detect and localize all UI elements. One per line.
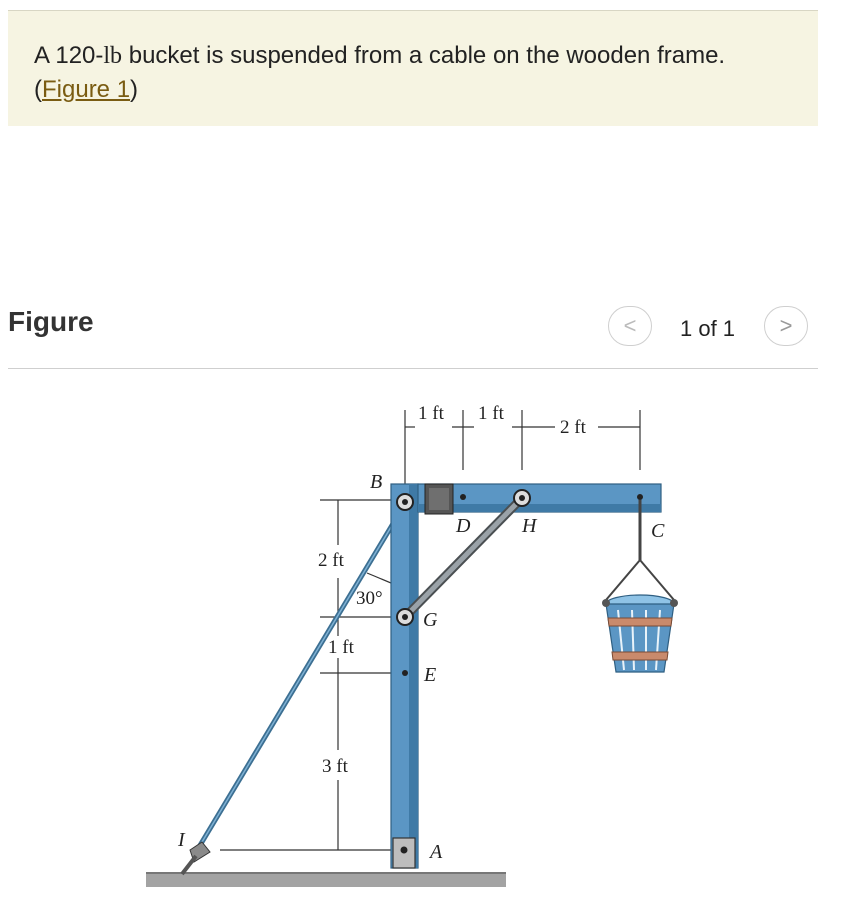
label-b: B	[370, 471, 383, 493]
figure-title: Figure	[8, 306, 94, 337]
problem-statement	[8, 10, 818, 126]
figure-link-close: )	[130, 76, 139, 103]
dim-left-2ft: 2 ft	[318, 550, 344, 571]
chevron-left-icon: <	[623, 313, 637, 338]
figure-1-link[interactable]: Figure 1	[42, 76, 131, 103]
angle-label: 30°	[356, 588, 383, 609]
point-d	[460, 494, 466, 500]
chevron-right-icon: >	[779, 313, 793, 338]
label-h: H	[522, 515, 537, 537]
label-e: E	[424, 664, 437, 686]
dim-top-1ft-b: 1 ft	[478, 403, 504, 424]
dim-left-1ft: 1 ft	[328, 637, 354, 658]
frame-diagram	[0, 380, 842, 900]
figure-header	[8, 300, 818, 369]
label-d: D	[456, 515, 471, 537]
figure-page-indicator: 1 of 1	[680, 316, 736, 341]
next-figure-button[interactable]	[764, 306, 808, 346]
point-c	[637, 494, 643, 500]
problem-text-after: bucket is suspended from a cable on the wooden frame.	[122, 42, 726, 69]
problem-text-before: A 120-	[34, 42, 104, 69]
label-c: C	[651, 520, 665, 542]
ground	[146, 873, 506, 887]
left-dimensions	[220, 500, 395, 850]
problem-unit: lb	[103, 43, 123, 69]
label-i: I	[178, 829, 185, 851]
label-a: A	[430, 841, 443, 863]
label-g: G	[423, 609, 438, 631]
point-e	[402, 670, 408, 676]
figure-link-open: (	[34, 76, 42, 103]
bucket	[602, 595, 678, 672]
dim-top-1ft-a: 1 ft	[418, 403, 444, 424]
dim-left-3ft: 3 ft	[322, 756, 348, 777]
dim-top-2ft: 2 ft	[560, 417, 586, 438]
previous-figure-button[interactable]	[608, 306, 652, 346]
